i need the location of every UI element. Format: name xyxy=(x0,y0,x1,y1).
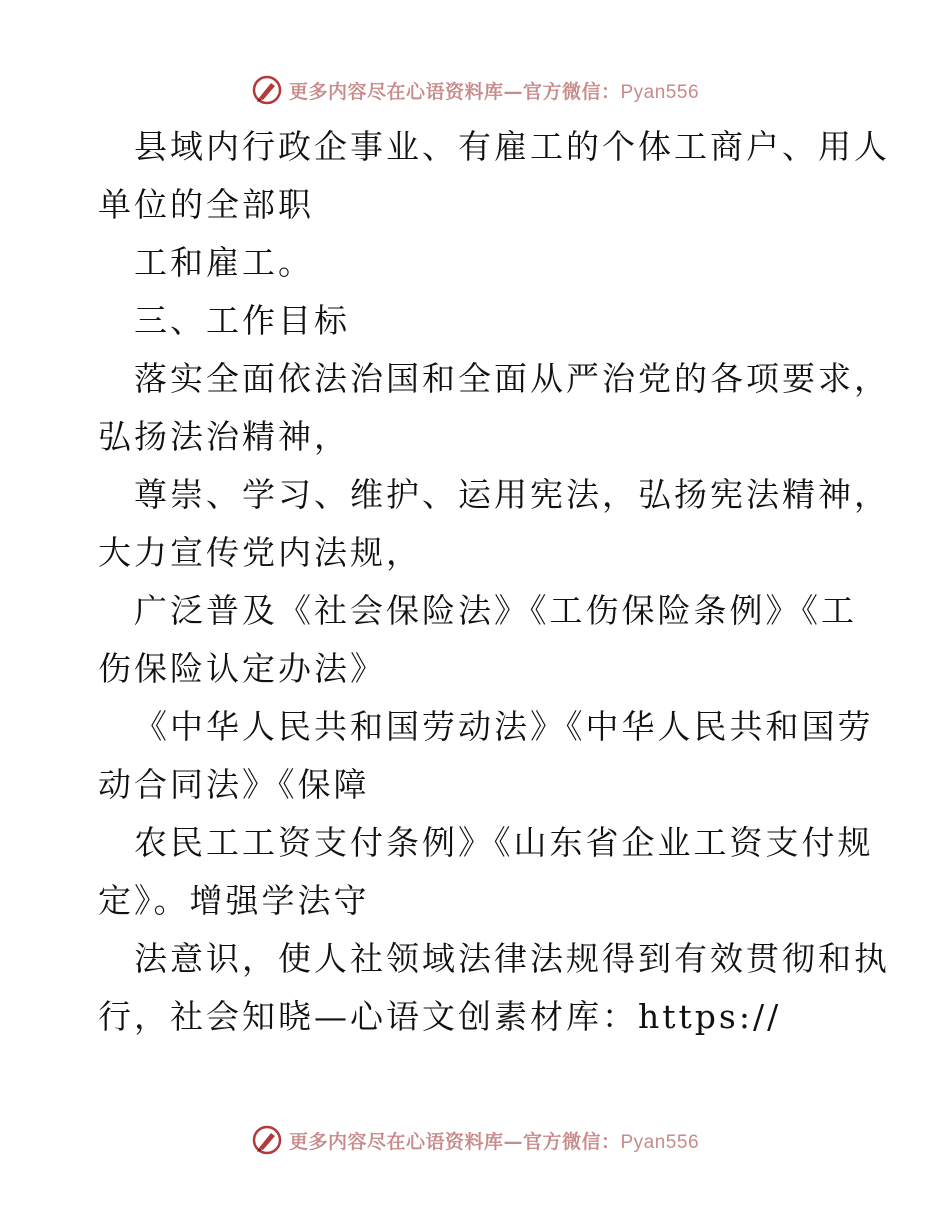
text-line: 尊崇、学习、维护、运用宪法，弘扬宪法精神， xyxy=(134,475,890,514)
section-heading: 三、工作目标 xyxy=(134,301,350,340)
text-line: 伤保险认定办法》 xyxy=(98,649,386,688)
text-line: 大力宣传党内法规， xyxy=(98,533,422,572)
pen-logo-icon xyxy=(251,74,283,106)
document-body xyxy=(98,118,890,1046)
text-line: 农民工工资支付条例》《山东省企业工资支付规 xyxy=(134,823,874,862)
watermark-text: 更多内容尽在心语资料库—官方微信：Pyan556 xyxy=(288,1130,700,1153)
text-line: 《中华人民共和国劳动法》《中华人民共和国劳 xyxy=(134,707,874,746)
header-watermark xyxy=(251,74,699,106)
footer-watermark-banner xyxy=(0,1120,950,1160)
footer-watermark xyxy=(251,1124,699,1156)
text-line: 县域内行政企事业、有雇工的个体工商户、用人 xyxy=(134,127,890,166)
watermark-text: 更多内容尽在心语资料库—官方微信：Pyan556 xyxy=(288,80,700,103)
text-line: 行，社会知晓—心语文创素材库：https:// xyxy=(98,997,782,1036)
text-line: 定》。增强学法守 xyxy=(98,881,370,920)
wechat-id: Pyan556 xyxy=(620,1131,700,1153)
header-watermark-banner xyxy=(0,70,950,110)
text-line: 动合同法》《保障 xyxy=(98,765,370,804)
text-line: 广泛普及《社会保险法》《工伤保险条例》《工 xyxy=(134,591,857,630)
text-line: 法意识，使人社领域法律法规得到有效贯彻和执 xyxy=(134,939,890,978)
wechat-id: Pyan556 xyxy=(620,81,700,103)
text-line: 工和雇工。 xyxy=(134,243,314,282)
text-line: 弘扬法治精神， xyxy=(98,417,350,456)
text-line: 单位的全部职 xyxy=(98,185,314,224)
text-line: 落实全面依法治国和全面从严治党的各项要求， xyxy=(134,359,890,398)
pen-logo-icon xyxy=(251,1124,283,1156)
